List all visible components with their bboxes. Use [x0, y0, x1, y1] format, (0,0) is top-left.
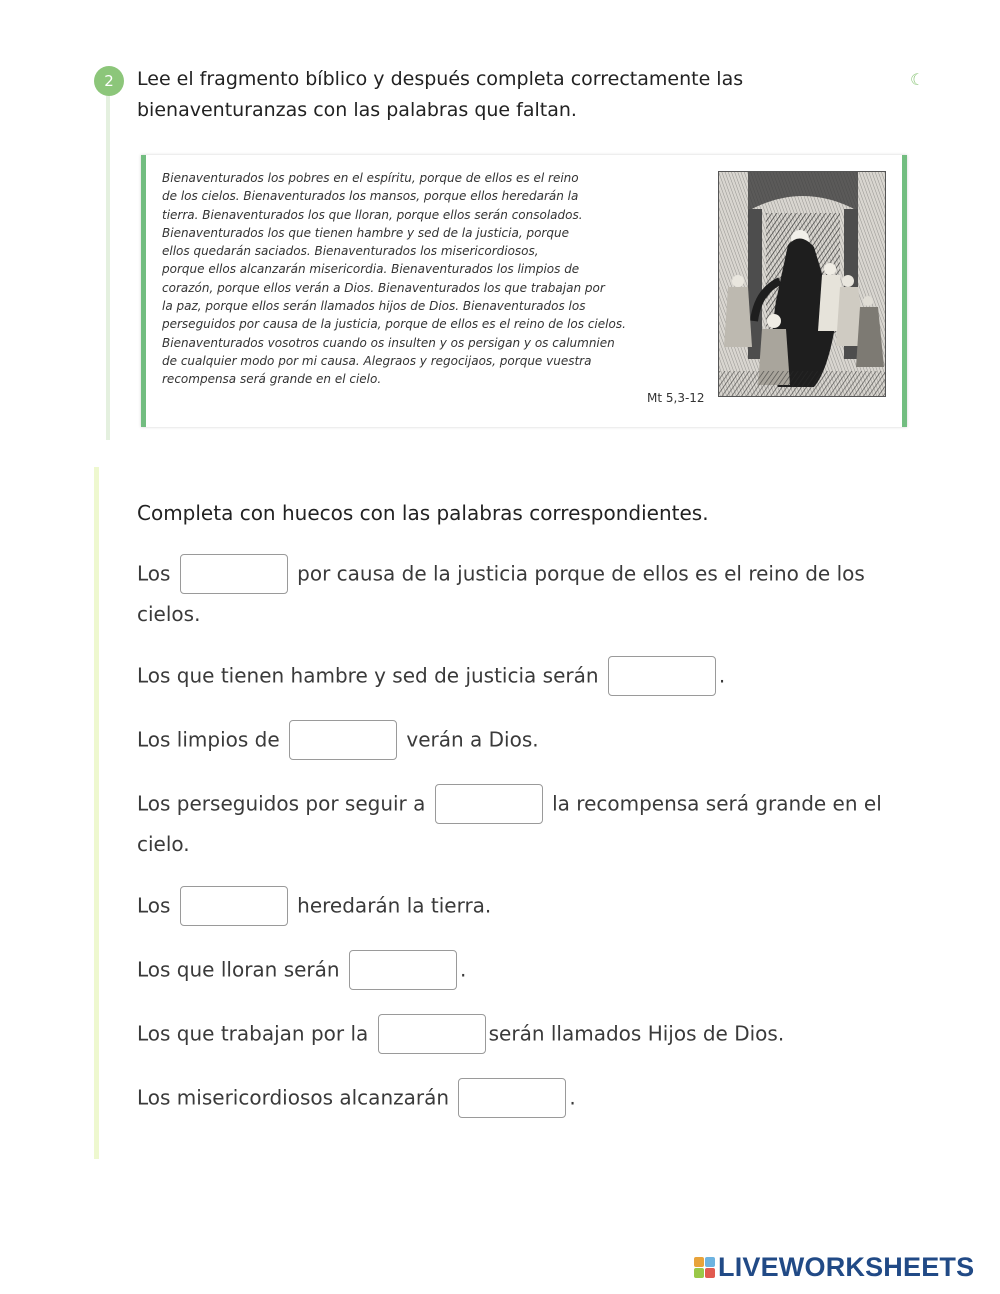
sentence-text-after: . — [569, 1085, 576, 1110]
sentence-row — [137, 552, 907, 594]
brand-name: LIVEWORKSHEETS — [718, 1252, 975, 1282]
sentence-continuation: cielo. — [137, 832, 190, 856]
answer-input-3[interactable] — [289, 720, 397, 760]
answer-input-2[interactable] — [608, 656, 716, 696]
sentence-text-after: . — [459, 957, 467, 982]
sentence-text-before: Los misericordiosos alcanzarán — [137, 1085, 450, 1110]
passage-line: de cualquier modo por mi causa. Alegraos y regocijaos, porque vuestra — [162, 353, 592, 368]
card-left-edge — [141, 155, 146, 427]
sentence-text-before: Los que trabajan por la — [137, 1021, 369, 1046]
answer-input-6[interactable] — [349, 950, 457, 990]
passage-line: perseguidos por causa de la justicia, porque de ellos es el reino de los cielos. — [162, 317, 626, 332]
passage-line: porque ellos alcanzarán misericordia. Bienaventurados los limpios de — [162, 262, 580, 277]
brand-squares-icon — [694, 1257, 715, 1278]
sentence-row — [137, 884, 907, 926]
passage-line: Bienaventurados los que tienen hambre y sed de la justicia, porque — [162, 225, 569, 240]
sentence-text-before: Los que lloran serán — [137, 957, 340, 982]
passage-line: corazón, porque ellos verán a Dios. Bienaventurados los que trabajan por — [162, 280, 605, 295]
passage-text — [162, 169, 692, 389]
passage-line: tierra. Bienaventurados los que lloran, porque ellos serán consolados. — [162, 207, 583, 222]
answer-input-5[interactable] — [180, 886, 288, 926]
passage-line: la paz, porque ellos serán llamados hijos de Dios. Bienaventurados los — [162, 299, 586, 314]
answer-input-4[interactable] — [435, 784, 543, 824]
question-accent-bar — [106, 96, 110, 440]
passage-line: Bienaventurados vosotros cuando os insulten y os persigan y os calumnien — [162, 335, 615, 350]
sentence-text-before: Los perseguidos por seguir a — [137, 791, 426, 816]
engraving-illustration — [718, 171, 886, 397]
corner-arc-icon: ☾ — [910, 70, 925, 89]
sentence-text-after: . — [718, 663, 726, 688]
sentence-text-after: heredarán la tierra. — [297, 893, 492, 918]
sentence-row — [137, 948, 907, 990]
answer-input-1[interactable] — [180, 554, 288, 594]
question-title: Lee el fragmento bíblico y después completa correctamente las bienaventuranzas con las palabras que faltan. — [137, 68, 744, 121]
answer-input-7[interactable] — [378, 1014, 486, 1054]
sentence-continuation: cielos. — [137, 602, 201, 626]
sentence-text-after: serán llamados Hijos de Dios. — [488, 1021, 785, 1046]
sentence-row — [137, 654, 907, 696]
sentence-text-after: verán a Dios. — [406, 727, 539, 752]
card-right-edge — [902, 155, 907, 427]
answer-input-8[interactable] — [458, 1078, 566, 1118]
passage-line: Bienaventurados los pobres en el espíritu, porque de ellos es el reino — [162, 171, 579, 185]
passage-card — [141, 155, 907, 427]
sentence-text-before: Los — [137, 561, 171, 586]
exercise-accent-bar — [94, 467, 99, 1159]
sentence-row — [137, 718, 907, 760]
sentence-row — [137, 1076, 907, 1118]
sentence-text-before: Los que tienen hambre y sed de justicia serán — [137, 663, 599, 688]
sentence-row — [137, 1012, 907, 1054]
sentence-text-before: Los — [137, 893, 171, 918]
sentence-text-after: por causa de la justicia porque de ellos es el reino de los — [297, 561, 865, 586]
exercise-instruction: Completa con huecos con las palabras correspondientes. — [137, 501, 709, 525]
passage-line: ellos quedarán saciados. Bienaventurados los misericordiosos, — [162, 244, 539, 259]
sentence-text-before: Los limpios de — [137, 727, 280, 752]
question-number-badge: 2 — [94, 66, 124, 96]
passage-line: de los cielos. Bienaventurados los mansos, porque ellos heredarán la — [162, 189, 579, 204]
sentence-text-after: la recompensa será grande en el — [552, 791, 882, 816]
sentence-row — [137, 782, 907, 824]
passage-reference: Mt 5,3-12 — [647, 391, 705, 405]
passage-line: recompensa será grande en el cielo. — [162, 372, 382, 387]
